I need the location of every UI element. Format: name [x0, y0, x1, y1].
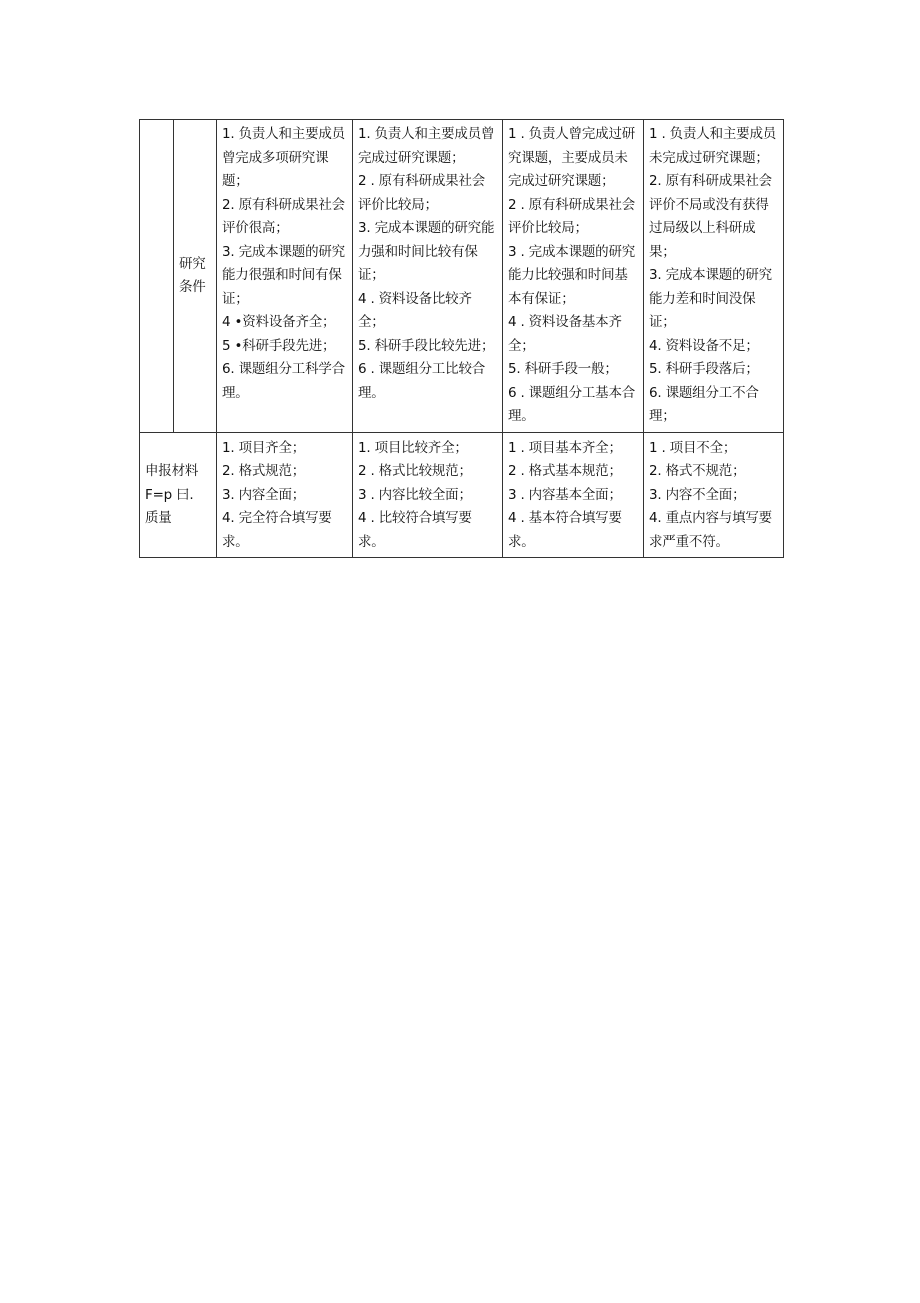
criterion-item: 4. 资料设备不足；	[649, 337, 759, 354]
criterion-item: 4. 重点内容与填写要求严重不符。	[649, 510, 772, 550]
criterion-item: 1 . 项目不全；	[649, 439, 737, 456]
criterion-item: 6. 课题组分工科学合理。	[222, 361, 345, 401]
criterion-item: 4 . 资料设备比较齐全；	[358, 290, 472, 330]
empty-category-cell	[140, 120, 174, 433]
criterion-item: 3 . 完成本课题的研究能力比较强和时间基本有保证；	[508, 243, 636, 307]
row-label-line: 质量	[145, 510, 172, 526]
criterion-item: 3. 内容全面；	[222, 486, 306, 503]
criterion-item: 4. 完全符合填写要求。	[222, 510, 332, 550]
criterion-item: 2 . 原有科研成果社会评价比较局；	[358, 173, 486, 213]
criterion-item: 6 . 课题组分工基本合理。	[508, 384, 636, 424]
criterion-item: 2. 原有科研成果社会评价不局或没有获得过局级以上科研成果；	[649, 173, 772, 260]
level-cell-excellent	[217, 120, 353, 433]
criterion-item: 1 . 项目基本齐全；	[508, 439, 622, 456]
criterion-item: 6. 课题组分工不合理；	[649, 384, 759, 424]
criterion-item: 6 . 课题组分工比较合理。	[358, 361, 486, 401]
criterion-item: 3 . 内容基本全面；	[508, 486, 622, 503]
criterion-item: 2 . 原有科研成果社会评价比较局；	[508, 196, 636, 236]
level-cell-fair	[503, 120, 644, 433]
evaluation-criteria-table	[139, 119, 784, 558]
table-row	[140, 120, 784, 433]
row-label-line: 研究	[179, 255, 206, 272]
row-label-research-conditions	[174, 120, 217, 433]
criterion-item: 5. 科研手段落后；	[649, 361, 759, 377]
criterion-item: 3. 完成本课题的研究能力差和时间没保证；	[649, 267, 772, 330]
row-label-application-materials	[140, 432, 217, 558]
criterion-item: 2. 格式规范；	[222, 463, 306, 479]
criterion-item: 4 . 资料设备基本齐全；	[508, 314, 622, 354]
criterion-item: 1. 负责人和主要成员曾完成多项研究课题；	[222, 126, 345, 189]
criterion-item: 5. 科研手段比较先进；	[358, 337, 495, 354]
level-cell-good	[353, 432, 503, 558]
criterion-item: 4 . 比较符合填写要求。	[358, 510, 472, 550]
criterion-item: 4 •资料设备齐全；	[222, 314, 336, 330]
criterion-item: 1 . 负责人和主要成员未完成过研究课题；	[649, 126, 777, 166]
level-cell-good	[353, 120, 503, 433]
criterion-item: 2. 格式不规范；	[649, 463, 746, 479]
level-cell-fair	[503, 432, 644, 558]
row-label-line: 申报材料	[145, 463, 199, 479]
row-label-line: F=p 曰.	[145, 486, 194, 503]
criterion-item: 1. 项目比较齐全；	[358, 439, 468, 456]
level-cell-poor	[644, 120, 784, 433]
criterion-item: 5 •科研手段先进；	[222, 337, 336, 354]
criterion-item: 3. 完成本课题的研究能力很强和时间有保证；	[222, 243, 345, 307]
table-row	[140, 432, 784, 558]
criterion-item: 4 . 基本符合填写要求。	[508, 510, 622, 550]
criterion-item: 1. 负责人和主要成员曾完成过研究课题；	[358, 126, 495, 166]
criterion-item: 3. 完成本课题的研究能力强和时间比较有保证；	[358, 220, 495, 283]
criterion-item: 1 . 负责人曾完成过研究课题，主要成员未完成过研究课题；	[508, 126, 636, 189]
criterion-item: 3 . 内容比较全面；	[358, 486, 472, 503]
level-cell-excellent	[217, 432, 353, 558]
criterion-item: 1. 项目齐全；	[222, 439, 306, 456]
criterion-item: 2 . 格式比较规范；	[358, 463, 472, 479]
row-label-line: 条件	[179, 279, 206, 296]
criterion-item: 2 . 格式基本规范；	[508, 463, 622, 479]
level-cell-poor	[644, 432, 784, 558]
criterion-item: 5. 科研手段一般；	[508, 361, 618, 377]
criterion-item: 3. 内容不全面；	[649, 486, 746, 503]
criterion-item: 2. 原有科研成果社会评价很高；	[222, 196, 345, 236]
